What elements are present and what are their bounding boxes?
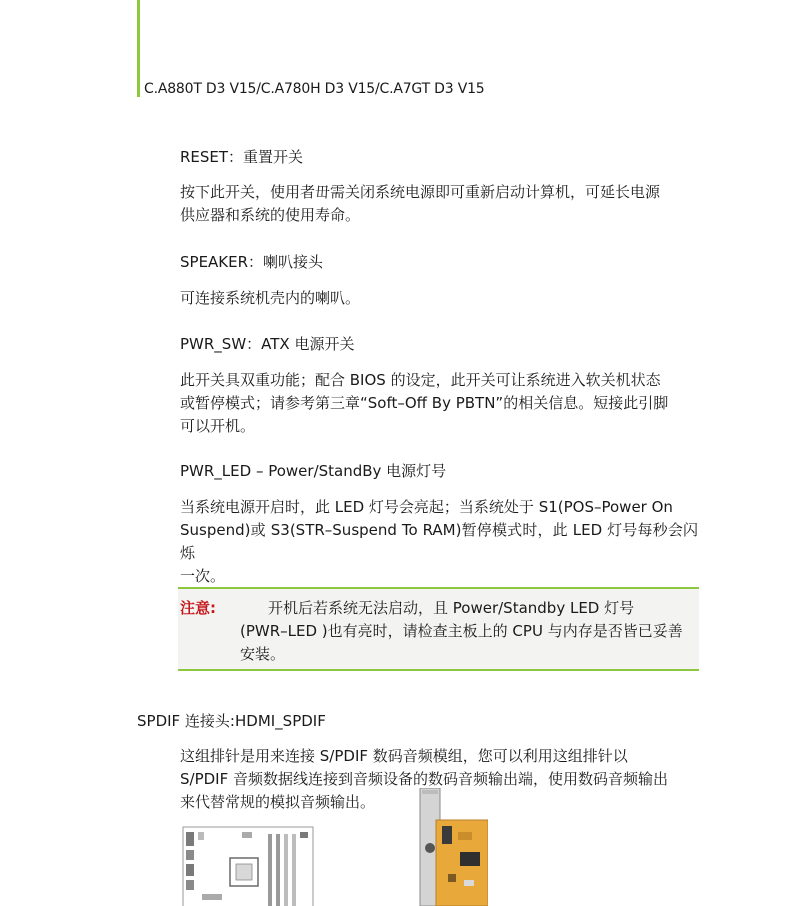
speaker-heading: SPEAKER：喇叭接头 bbox=[180, 253, 324, 271]
note-line-2: (PWR–LED )也有亮时，请检查主板上的 CPU 与内存是否皆已妥善 bbox=[240, 622, 683, 640]
pwr-led-heading: PWR_LED – Power/StandBy 电源灯号 bbox=[180, 462, 447, 480]
reset-line-2: 供应器和系统的使用寿命。 bbox=[180, 206, 361, 224]
spdif-heading: SPDIF 连接头:HDMI_SPDIF bbox=[137, 712, 326, 730]
pwr-sw-line-2: 或暂停模式；请参考第三章“Soft–Off By PBTN”的相关信息。短接此引脚 bbox=[180, 394, 669, 412]
note-line-3: 安装。 bbox=[240, 645, 286, 663]
reset-heading: RESET：重置开关 bbox=[180, 148, 304, 166]
header-accent-rule bbox=[137, 0, 140, 97]
pwr-led-line-3: 一次。 bbox=[180, 567, 226, 585]
speaker-line-1: 可连接系统机壳内的喇叭。 bbox=[180, 289, 361, 307]
spdif-line-1: 这组排针是用来连接 S/PDIF 数码音频模组，您可以利用这组排针以 bbox=[180, 747, 628, 765]
pwr-led-line-1: 当系统电源开启时，此 LED 灯号会亮起；当系统处于 S1(POS–Power On bbox=[180, 498, 673, 516]
pwr-sw-line-1: 此开关具双重功能；配合 BIOS 的设定，此开关可让系统进入软关机状态 bbox=[180, 371, 661, 389]
spdif-line-3: 来代替常规的模拟音频输出。 bbox=[180, 793, 376, 811]
pwr-sw-line-3: 可以开机。 bbox=[180, 417, 256, 435]
reset-line-1: 按下此开关，使用者毌需关闭系统电源即可重新启动计算机，可延长电源 bbox=[180, 183, 661, 201]
reset-description bbox=[180, 181, 698, 227]
pwr-led-description bbox=[180, 496, 698, 588]
spdif-line-2: S/PDIF 音频数据线连接到音频设备的数码音频输出端，使用数码音频输出 bbox=[180, 770, 668, 788]
pwr-led-line-2: Suspend)或 S3(STR–Suspend To RAM)暂停模式时，此 LED 灯号每秒会闪烁 bbox=[180, 521, 698, 562]
pwr-sw-description bbox=[180, 369, 698, 438]
note-label: 注意: bbox=[180, 599, 216, 617]
speaker-description bbox=[180, 287, 698, 310]
model-header: C.A880T D3 V15/C.A780H D3 V15/C.A7GT D3 V15 bbox=[144, 81, 485, 97]
spdif-module-photo bbox=[418, 788, 488, 906]
pwr-sw-heading: PWR_SW：ATX 电源开关 bbox=[180, 335, 355, 353]
motherboard-diagram bbox=[182, 826, 314, 906]
note-line-1: 开机后若系统无法启动，且 Power/Standby LED 灯号 bbox=[268, 599, 635, 617]
note-box bbox=[178, 587, 699, 671]
